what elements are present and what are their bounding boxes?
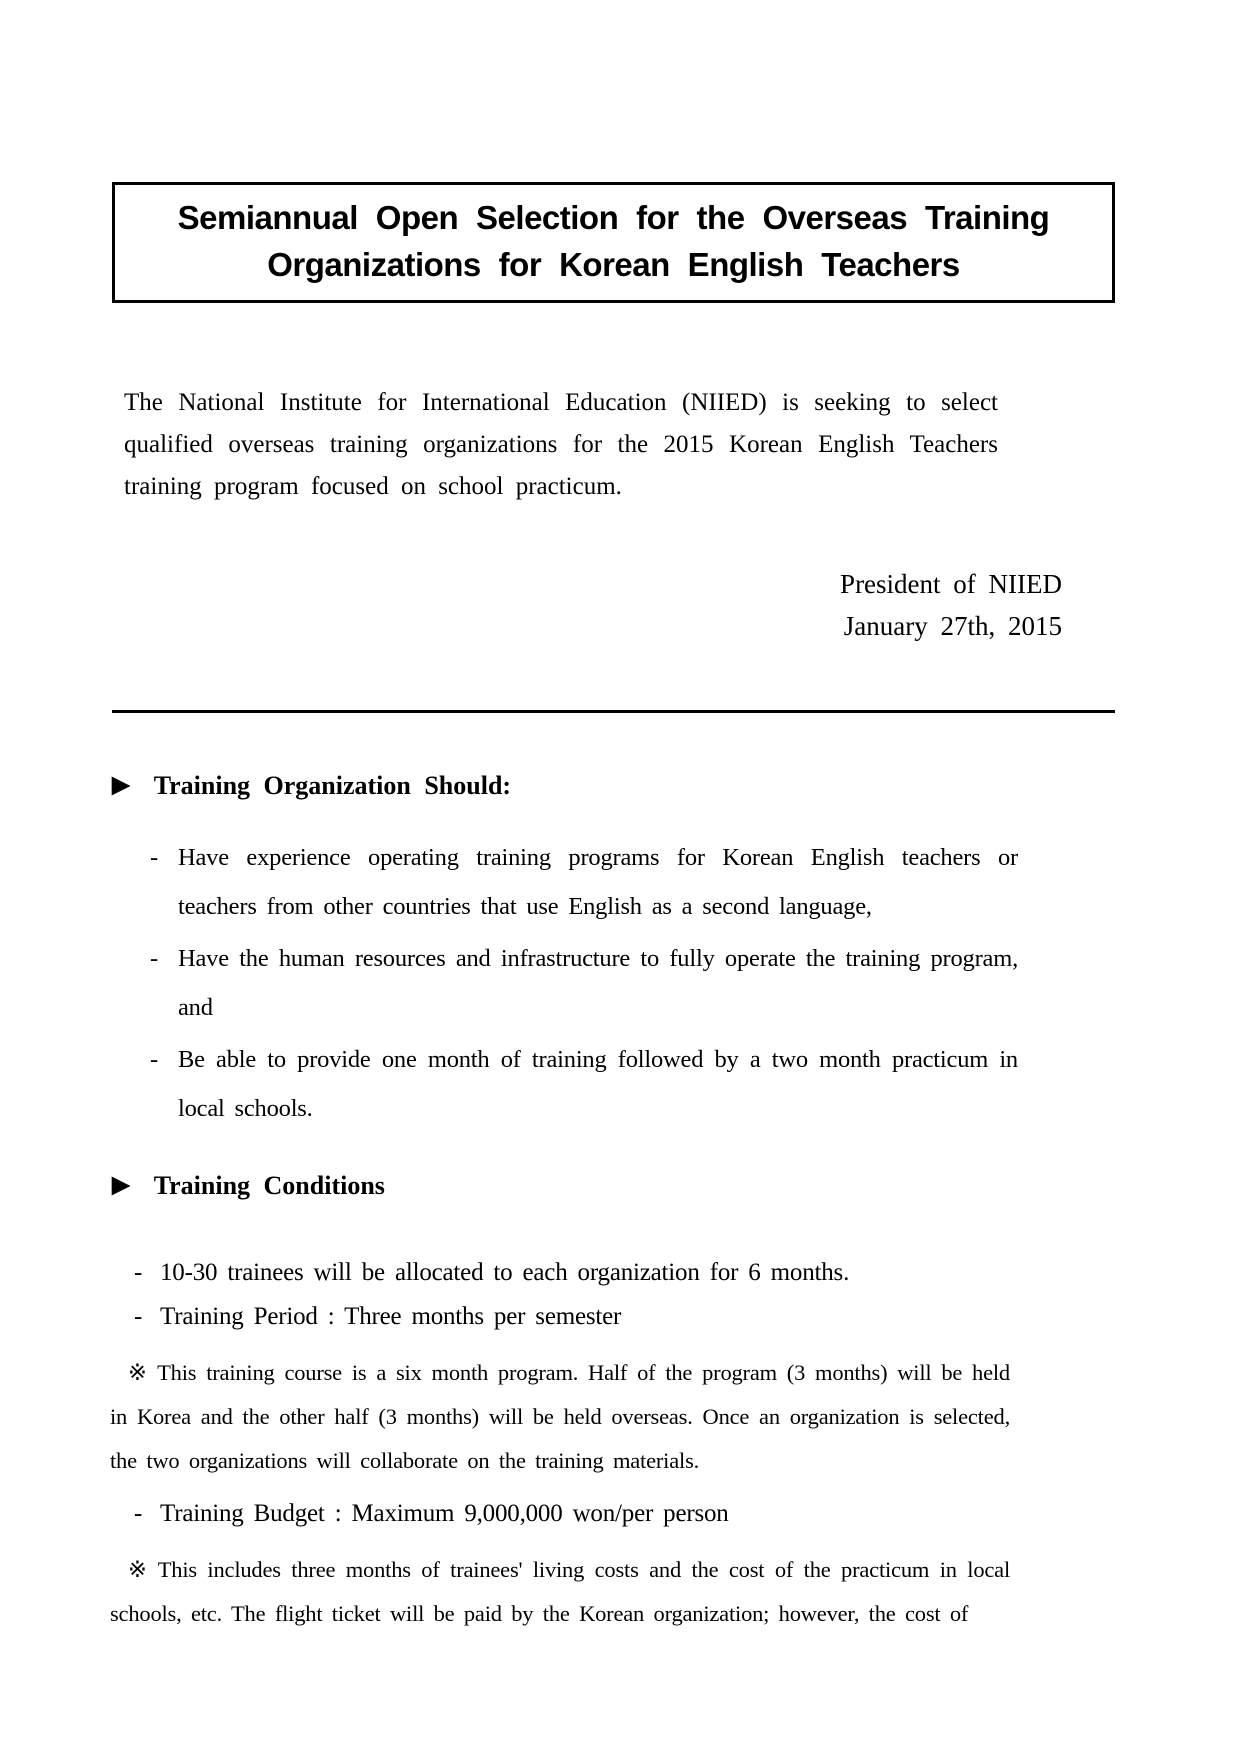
list-item: [134, 1295, 1010, 1339]
list-item-text: Have the human resources and infrastructure to fully operate the training program, and: [178, 945, 1018, 1021]
note-item-text: This includes three months of trainees' living costs and the cost of the practicum in local schools, etc. The flight ticket will be paid by the Korean organization; however, the cost of: [110, 1557, 1011, 1626]
horizontal-rule: [112, 710, 1115, 713]
document-title: Semiannual Open Selection for the Overseas Training Organizations for Korean English Teachers: [177, 199, 1050, 283]
list-item: [134, 1251, 1010, 1295]
dash-bullet-icon: -: [150, 945, 158, 972]
reference-mark-icon: ※: [128, 1557, 148, 1582]
signature-block: [840, 563, 1062, 647]
list-item: [150, 1035, 1018, 1133]
reference-mark-icon: ※: [128, 1360, 148, 1385]
title-box: [112, 182, 1115, 303]
dash-bullet-icon: -: [134, 1259, 143, 1286]
section-heading-label: Training Conditions: [153, 1171, 385, 1200]
list-item-text: 10-30 trainees will be allocated to each organization for 6 months.: [160, 1259, 850, 1286]
section-heading-label: Training Organization Should:: [153, 771, 512, 800]
section-heading-training-conditions: [112, 1166, 385, 1207]
signature-date: January 27th, 2015: [843, 611, 1062, 641]
note-item-text: This training course is a six month program. Half of the program (3 months) will be held in Korea and the other half (3 months) will be held overseas. Once an organization is selected, the two organizations will collaborate on the training materials.: [110, 1360, 1010, 1473]
signature-author: President of NIIED: [840, 569, 1062, 599]
dash-bullet-icon: -: [134, 1303, 143, 1330]
note-item: [110, 1351, 1010, 1483]
list-item: [134, 1492, 1010, 1536]
section-heading-training-organization: [112, 766, 511, 807]
list-item: [150, 833, 1018, 931]
list-item-text: Training Period : Three months per semester: [160, 1303, 622, 1330]
training-organization-list: [150, 833, 1018, 1136]
dash-bullet-icon: -: [150, 1046, 158, 1073]
intro-paragraph: The National Institute for International Education (NIIED) is seeking to select qualified overseas training organizations for the 2015 Korean English Teachers training program focused on school practicum.: [124, 389, 998, 500]
list-item: [150, 934, 1018, 1032]
triangle-bullet-icon: ▶: [112, 1172, 130, 1197]
triangle-bullet-icon: ▶: [112, 772, 130, 797]
dash-bullet-icon: -: [150, 844, 158, 871]
list-item-text: Training Budget : Maximum 9,000,000 won/per person: [160, 1500, 729, 1527]
note-item: [110, 1548, 1010, 1636]
dash-bullet-icon: -: [134, 1500, 143, 1527]
list-item-text: Have experience operating training programs for Korean English teachers or teachers from other countries that use English as a second language,: [178, 844, 1018, 920]
training-conditions-list: [104, 1251, 1010, 1645]
list-item-text: Be able to provide one month of training followed by a two month practicum in local schools.: [178, 1046, 1018, 1122]
